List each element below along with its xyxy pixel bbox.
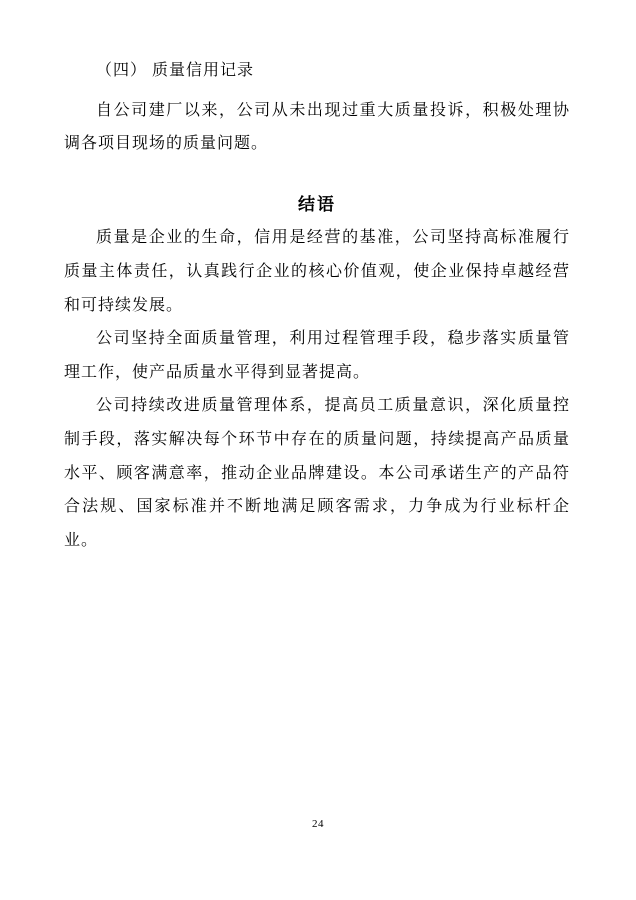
paragraph-conclusion-2: 公司坚持全面质量管理，利用过程管理手段，稳步落实质量管理工作，使产品质量水平得到显著提高。	[64, 330, 570, 381]
paragraph-quality-credit-record: 自公司建厂以来，公司从未出现过重大质量投诉，积极处理协调各项目现场的质量问题。	[64, 101, 570, 153]
page-number: 24	[312, 818, 324, 830]
paragraph-conclusion-3: 公司持续改进质量管理体系，提高员工质量意识，深化质量控制手段，落实解决每个环节中存在的质量问题，持续提高产品质量水平、顾客满意率，推动企业品牌建设。本公司承诺生产的产品符合法规、国家标准并不断地满足顾客需求，力争成为行业标杆企业。	[64, 397, 570, 549]
section-heading: （四） 质量信用记录	[96, 62, 255, 79]
document-content	[64, 54, 570, 557]
paragraph-conclusion-1: 质量是企业的生命，信用是经营的基准，公司坚持高标准履行质量主体责任，认真践行企业的核心价值观，使企业保持卓越经营和可持续发展。	[64, 229, 570, 314]
conclusion-title: 结语	[298, 194, 336, 214]
